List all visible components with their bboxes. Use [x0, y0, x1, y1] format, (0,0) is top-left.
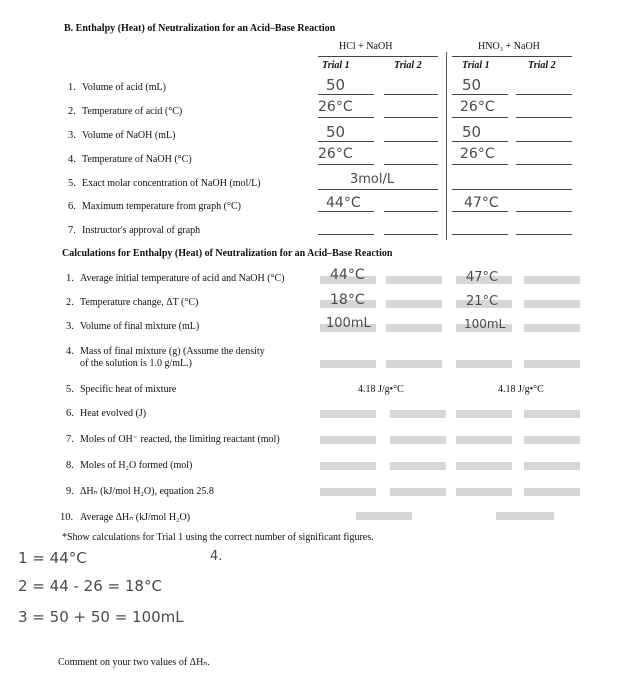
- hw-calc2-t1: 18°C: [330, 292, 365, 308]
- hw-row2-t3: 26°C: [460, 99, 495, 115]
- hw-work-line3: 3 = 50 + 50 = 100mL: [18, 608, 184, 626]
- hw-row4-t3: 26°C: [460, 146, 495, 162]
- hw-row5-t1: 3mol/L: [350, 172, 395, 187]
- calc2-num: 2.: [66, 297, 74, 308]
- row6-label: Maximum temperature from graph (°C): [82, 201, 241, 212]
- calc5-num: 5.: [66, 384, 74, 395]
- hw-row6-t3: 47°C: [464, 195, 499, 211]
- row3-label: Volume of NaOH (mL): [82, 130, 176, 141]
- comment-prompt: Comment on your two values of ΔHₙ.: [58, 657, 210, 668]
- row1-num: 1.: [68, 82, 76, 93]
- calc8-label: Moles of H₂O formed (mol): [80, 460, 193, 471]
- calc9-label: ΔHₙ (kJ/mol H₂O), equation 25.8: [80, 486, 214, 497]
- row4-num: 4.: [68, 154, 76, 165]
- calc2-label: Temperature change, ΔT (°C): [80, 297, 199, 308]
- calc4-num: 4.: [66, 346, 74, 357]
- calc-title: Calculations for Enthalpy (Heat) of Neutralization for an Acid–Base Reaction: [62, 248, 393, 259]
- row5-num: 5.: [68, 178, 76, 189]
- row7-label: Instructor's approval of graph: [82, 225, 201, 236]
- calc7-label: Moles of OH⁻ reacted, the limiting reactant (mol): [80, 434, 280, 445]
- calc1-num: 1.: [66, 273, 74, 284]
- row4-label: Temperature of NaOH (°C): [82, 154, 192, 165]
- hw-row1-t3: 50: [462, 76, 482, 94]
- header-hno3-naoh: HNO₃ + NaOH: [478, 41, 540, 52]
- calc4-label: Mass of final mixture (g) (Assume the density: [80, 346, 265, 357]
- hw-calc3-t3: 100mL: [464, 317, 506, 331]
- calc9-num: 9.: [66, 486, 74, 497]
- hw-calc1-t1: 44°C: [330, 267, 365, 283]
- calc4-label2: of the solution is 1.0 g/mL.): [80, 358, 192, 369]
- hw-row3-t3: 50: [462, 123, 482, 141]
- header-trial1-b: Trial 1: [462, 60, 490, 71]
- specific-heat-hno3: 4.18 J/g•°C: [498, 384, 544, 395]
- calc3-num: 3.: [66, 321, 74, 332]
- header-hcl-naoh: HCl + NaOH: [339, 41, 393, 52]
- hw-work-mark4: 4.: [210, 549, 223, 564]
- column-divider: [446, 52, 447, 240]
- calc10-label: Average ΔHₙ (kJ/mol H₂O): [80, 512, 191, 523]
- hw-row4-t1: 26°C: [318, 146, 353, 162]
- row2-num: 2.: [68, 106, 76, 117]
- hw-row2-t1: 26°C: [318, 99, 353, 115]
- calc3-label: Volume of final mixture (mL): [80, 321, 200, 332]
- calc8-num: 8.: [66, 460, 74, 471]
- row3-num: 3.: [68, 130, 76, 141]
- hw-work-line1: 1 = 44°C: [18, 549, 87, 567]
- hw-row3-t1: 50: [326, 123, 346, 141]
- hw-calc2-t3: 21°C: [466, 294, 499, 309]
- header-trial2-b: Trial 2: [528, 60, 556, 71]
- row6-num: 6.: [68, 201, 76, 212]
- header-trial1-a: Trial 1: [322, 60, 350, 71]
- hw-row6-t1: 44°C: [326, 195, 361, 211]
- hw-calc1-t3: 47°C: [466, 270, 499, 285]
- calc6-label: Heat evolved (J): [80, 408, 147, 419]
- specific-heat-hcl: 4.18 J/g•°C: [358, 384, 404, 395]
- show-calculations-note: *Show calculations for Trial 1 using the correct number of significant figures.: [62, 532, 374, 543]
- calc6-num: 6.: [66, 408, 74, 419]
- section-title: B. Enthalpy (Heat) of Neutralization for an Acid–Base Reaction: [64, 23, 336, 34]
- hw-row1-t1: 50: [326, 76, 346, 94]
- row1-label: Volume of acid (mL): [82, 82, 166, 93]
- row5-label: Exact molar concentration of NaOH (mol/L): [82, 178, 261, 189]
- row7-num: 7.: [68, 225, 76, 236]
- calc10-num: 10.: [60, 512, 74, 523]
- hw-calc3-t1: 100mL: [326, 316, 371, 331]
- hw-work-line2: 2 = 44 - 26 = 18°C: [18, 577, 162, 595]
- row2-label: Temperature of acid (°C): [82, 106, 183, 117]
- header-trial2-a: Trial 2: [394, 60, 422, 71]
- calc1-label: Average initial temperature of acid and NaOH (°C): [80, 273, 285, 284]
- calc7-num: 7.: [66, 434, 74, 445]
- calc5-label: Specific heat of mixture: [80, 384, 177, 395]
